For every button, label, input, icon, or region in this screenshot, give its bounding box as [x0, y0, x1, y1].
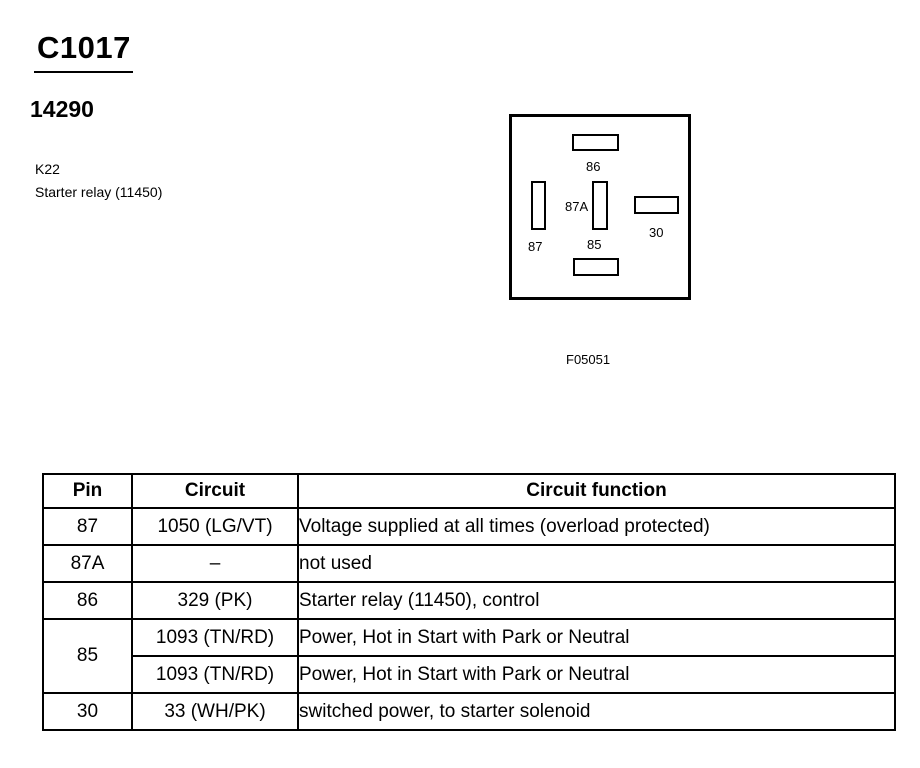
circuit-cell: 329 (PK)	[132, 582, 298, 619]
table-header-row	[43, 474, 895, 508]
table-row	[43, 619, 895, 656]
terminal-85	[573, 258, 619, 276]
component-description: Starter relay (11450)	[35, 184, 163, 200]
header-circuit-function: Circuit function	[298, 474, 895, 508]
terminal-87	[531, 181, 546, 230]
table-row	[43, 545, 895, 582]
function-cell: Voltage supplied at all times (overload protected)	[298, 508, 895, 545]
figure-id: F05051	[566, 352, 611, 367]
connector-underline	[34, 71, 133, 73]
header-pin: Pin	[43, 474, 132, 508]
table-row	[43, 693, 895, 730]
circuit-cell: 1093 (TN/RD)	[132, 656, 298, 693]
pin-cell: 87A	[43, 545, 132, 582]
function-cell: Power, Hot in Start with Park or Neutral	[298, 656, 895, 693]
terminal-87a	[592, 181, 608, 230]
table-row	[43, 508, 895, 545]
circuit-cell: 1050 (LG/VT)	[132, 508, 298, 545]
circuit-cell: 33 (WH/PK)	[132, 693, 298, 730]
pin-cell: 87	[43, 508, 132, 545]
pin-label-85: 85	[587, 237, 602, 252]
function-cell: Power, Hot in Start with Park or Neutral	[298, 619, 895, 656]
terminal-30	[634, 196, 679, 214]
part-number: 14290	[30, 96, 94, 122]
pin-cell: 86	[43, 582, 132, 619]
table-row	[43, 656, 895, 693]
function-cell: Starter relay (11450), control	[298, 582, 895, 619]
pin-cell: 30	[43, 693, 132, 730]
connector-id: C1017	[37, 30, 131, 65]
pin-cell: 85	[43, 619, 132, 693]
pin-label-87: 87	[528, 239, 543, 254]
component-ref-code: K22	[35, 161, 60, 177]
pin-label-30: 30	[649, 225, 664, 240]
circuit-cell: 1093 (TN/RD)	[132, 619, 298, 656]
pin-label-87a: 87A	[565, 199, 589, 214]
header-circuit: Circuit	[132, 474, 298, 508]
terminal-86	[572, 134, 619, 151]
function-cell: switched power, to starter solenoid	[298, 693, 895, 730]
pin-table	[42, 473, 896, 731]
function-cell: not used	[298, 545, 895, 582]
table-row	[43, 582, 895, 619]
pin-label-86: 86	[586, 159, 601, 174]
relay-connector-face	[509, 114, 691, 300]
circuit-cell: –	[132, 545, 298, 582]
